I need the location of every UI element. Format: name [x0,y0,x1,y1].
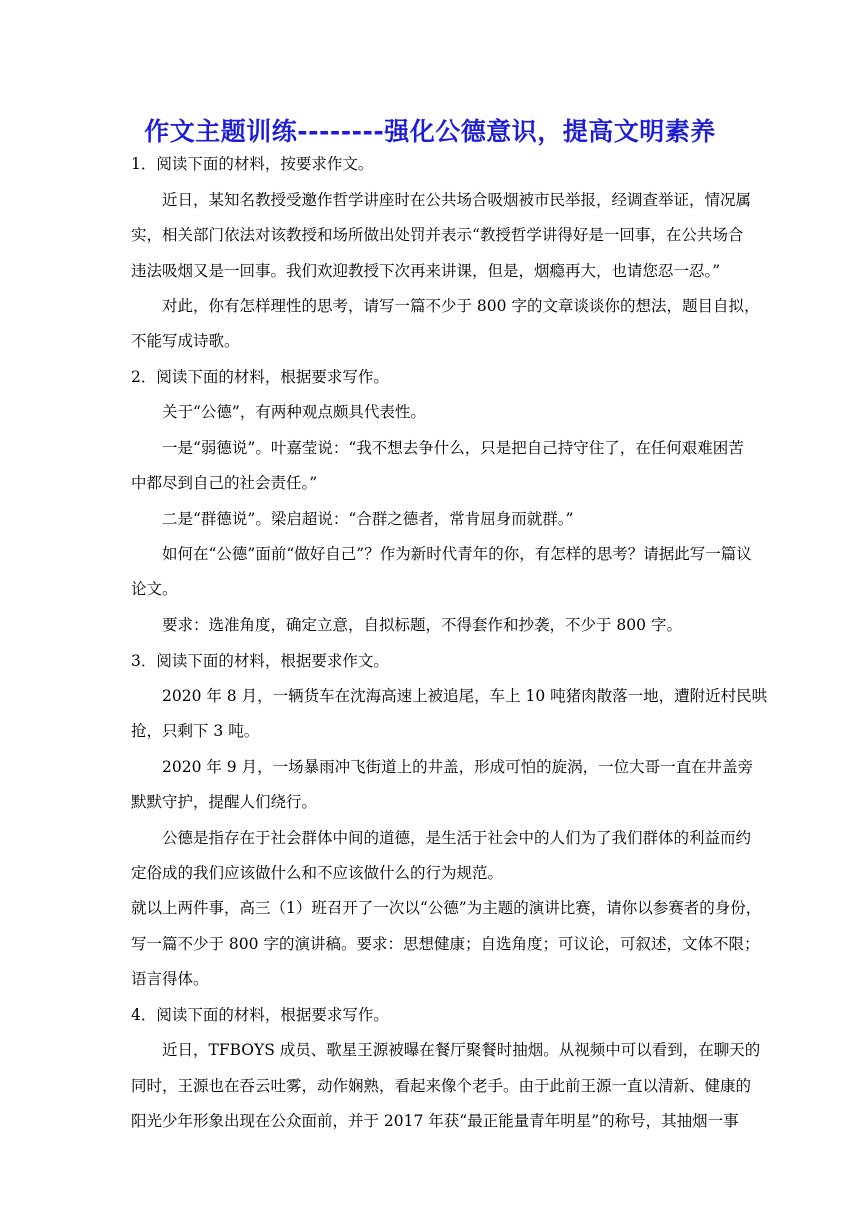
q1-paragraph-1-line-2: 实，相关部门依法对该教授和场所做出处罚并表示“教授哲学讲得好是一回事，在公共场合 [131,226,744,244]
question-1-heading: 1．阅读下面的材料，按要求作文。 [131,155,374,173]
q2-paragraph-2-line-1: 一是“弱德说”。叶嘉莹说：“我不想去争什么，只是把自己持守住了，在任何艰难困苦 [162,439,744,457]
q3-paragraph-2-line-1: 2020 年 9 月，一场暴雨冲飞街道上的井盖，形成可怕的旋涡，一位大哥一直在井盖旁 [162,758,754,776]
question-4-heading: 4．阅读下面的材料，根据要求写作。 [131,1006,389,1024]
question-3-heading: 3．阅读下面的材料，根据要求作文。 [131,652,389,670]
q3-paragraph-2-line-2: 默默守护，提醒人们绕行。 [131,793,318,811]
q3-paragraph-1-line-1: 2020 年 8 月，一辆货车在沈海高速上被追尾，车上 10 吨猪肉散落一地，遭附近村民哄 [162,687,768,705]
q2-paragraph-1: 关于“公德”，有两种观点颇具代表性。 [162,403,426,421]
q4-paragraph-1-line-2: 同时，王源也在吞云吐雾，动作娴熟，看起来像个老手。由于此前王源一直以清新、健康的 [131,1077,752,1095]
q3-paragraph-3-line-2: 定俗成的我们应该做什么和不应该做什么的行为规范。 [131,864,504,882]
q1-paragraph-1-line-1: 近日，某知名教授受邀作哲学讲座时在公共场合吸烟被市民举报，经调查举证，情况属 [162,191,752,209]
q4-paragraph-1-line-3: 阳光少年形象出现在公众面前，并于 2017 年获“最正能量青年明星”的称号，其抽烟一事 [131,1112,739,1130]
q1-paragraph-2-line-1: 对此，你有怎样理性的思考，请写一篇不少于 800 字的文章谈谈你的想法，题目自拟， [162,297,760,315]
q1-paragraph-1-line-3: 违法吸烟又是一回事。我们欢迎教授下次再来讲课，但是，烟瘾再大，也请您忍一忍。” [131,262,721,280]
q1-paragraph-2-line-2: 不能写成诗歌。 [131,332,240,350]
q2-paragraph-5: 要求：选准角度，确定立意，自拟标题，不得套作和抄袭，不少于 800 字。 [162,616,682,634]
question-2-heading: 2．阅读下面的材料，根据要求写作。 [131,368,389,386]
q2-paragraph-2-line-2: 中都尽到自己的社会责任。” [131,474,318,492]
q4-paragraph-1-line-1: 近日，TFBOYS 成员、歌星王源被曝在餐厅聚餐时抽烟。从视频中可以看到，在聊天的 [162,1041,761,1059]
q3-paragraph-4-line-2: 写一篇不少于 800 字的演讲稿。要求：思想健康；自选角度；可议论，可叙述，文体不限； [131,935,760,953]
page-title: 作文主题训练--------强化公德意识，提高文明素养 [144,117,716,146]
q2-paragraph-4-line-1: 如何在“公德”面前“做好自己”？作为新时代青年的你，有怎样的思考？请据此写一篇议 [162,545,752,563]
q3-paragraph-4-line-3: 语言得体。 [131,970,209,988]
q3-paragraph-4-line-1: 就以上两件事，高三（1）班召开了一次以“公德”为主题的演讲比赛，请你以参赛者的身份， [131,899,762,917]
q3-paragraph-3-line-1: 公德是指存在于社会群体中间的道德，是生活于社会中的人们为了我们群体的利益而约 [162,829,752,847]
q2-paragraph-3: 二是“群德说”。梁启超说：“合群之德者，常肯屈身而就群。” [162,510,574,528]
q3-paragraph-1-line-2: 抢，只剩下 3 吨。 [131,722,260,740]
q2-paragraph-4-line-2: 论文。 [131,580,178,598]
